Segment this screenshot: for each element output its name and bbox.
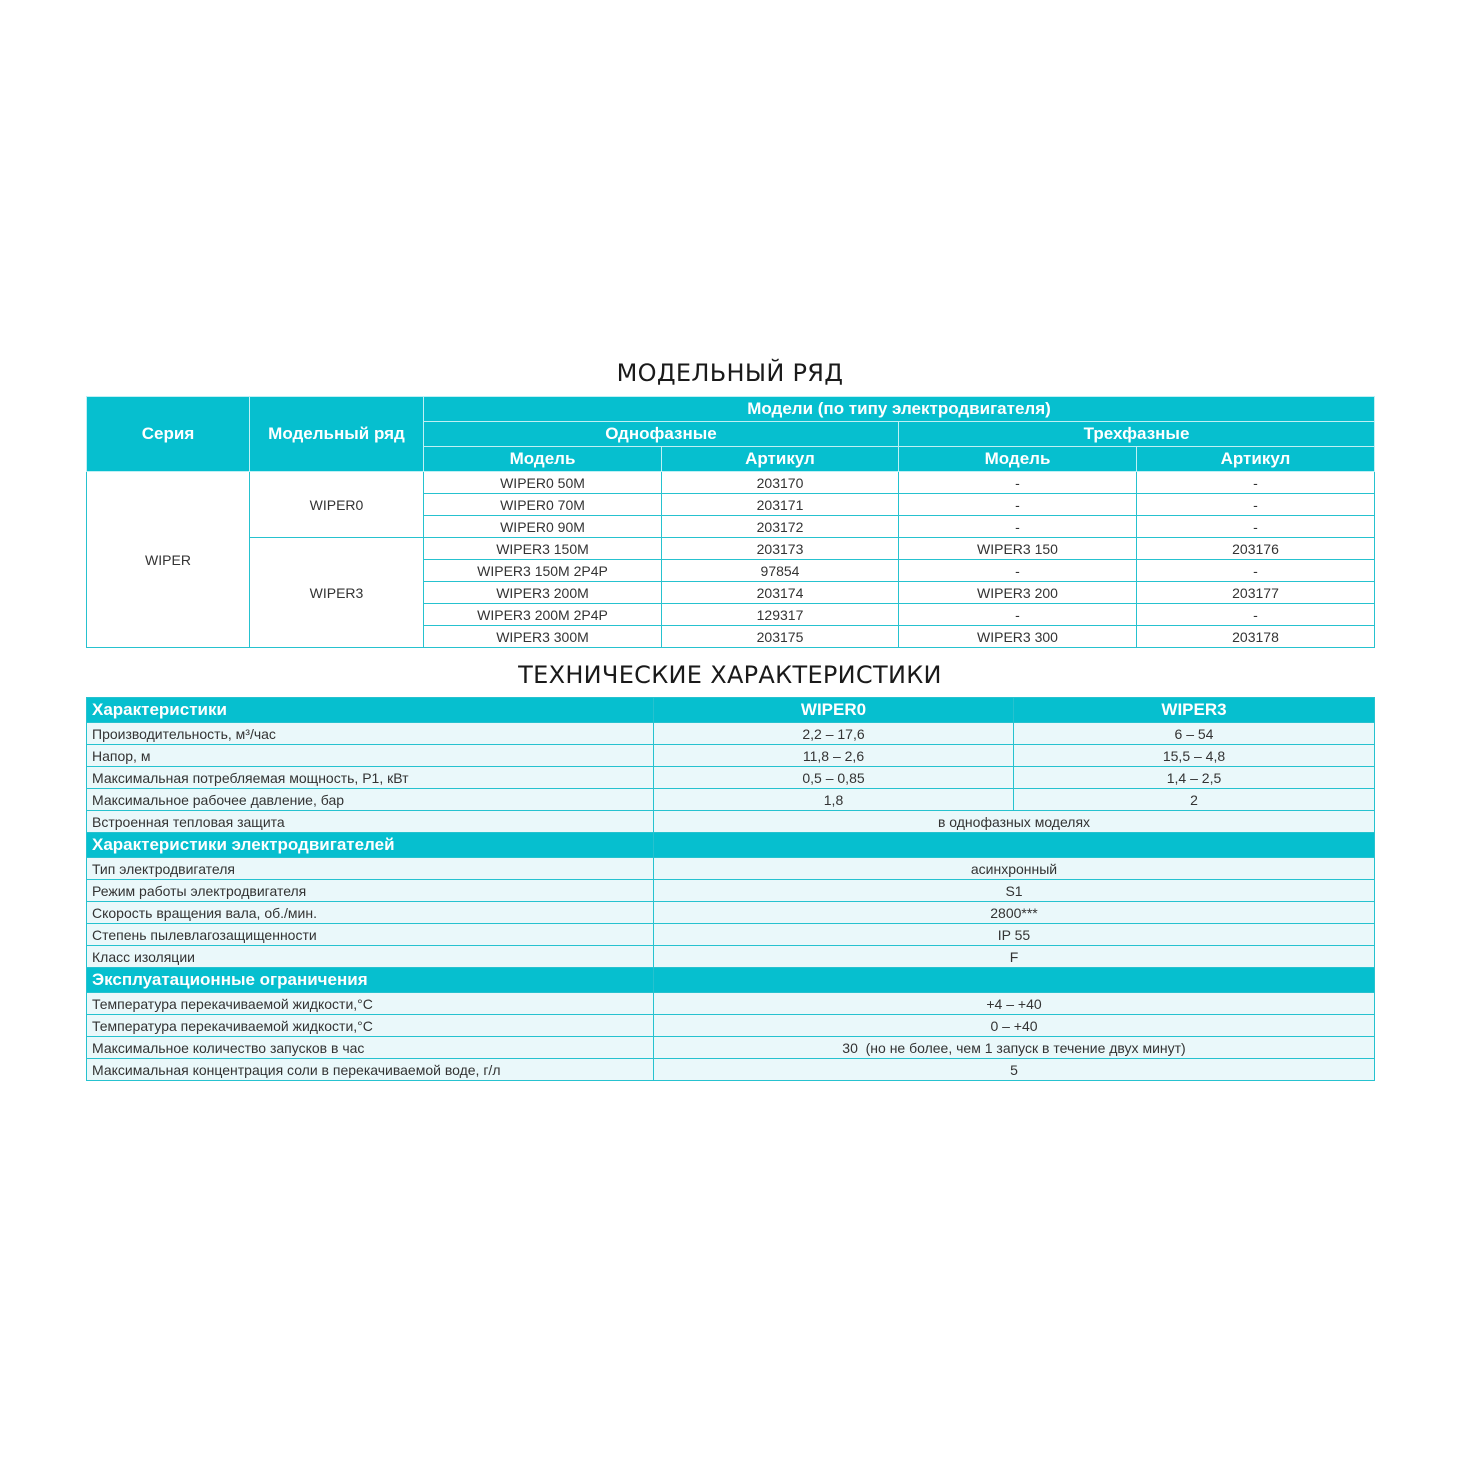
article-three-cell: 203177 xyxy=(1137,582,1375,604)
article-three-cell: - xyxy=(1137,560,1375,582)
spec-label: Встроенная тепловая защита xyxy=(87,811,654,833)
header-article-three: Артикул xyxy=(1137,447,1375,472)
table-row xyxy=(87,1015,1375,1037)
limits-section-row xyxy=(87,968,1375,993)
spec-label: Максимальная концентрация соли в перекачиваемой воде, г/л xyxy=(87,1059,654,1081)
article-single-cell: 129317 xyxy=(662,604,899,626)
model-single-cell: WIPER3 300M xyxy=(424,626,662,648)
model-three-cell: - xyxy=(899,604,1137,626)
table-row xyxy=(87,993,1375,1015)
table-row xyxy=(87,1059,1375,1081)
model-three-cell: WIPER3 150 xyxy=(899,538,1137,560)
spec-label: Максимальное рабочее давление, бар xyxy=(87,789,654,811)
range-cell: WIPER0 xyxy=(250,472,424,538)
specs-header-wiper3: WIPER3 xyxy=(1014,698,1375,723)
article-three-cell: - xyxy=(1137,516,1375,538)
spec-label: Максимальная потребляемая мощность, P1, кВт xyxy=(87,767,654,789)
spec-value: 2800*** xyxy=(654,902,1375,924)
header-article-single: Артикул xyxy=(662,447,899,472)
spec-label: Температура перекачиваемой жидкости,°C xyxy=(87,993,654,1015)
motor-section-title: Характеристики электродвигателей xyxy=(87,833,654,858)
table-row xyxy=(87,924,1375,946)
spec-value-wiper3: 6 – 54 xyxy=(1014,723,1375,745)
article-single-cell: 203172 xyxy=(662,516,899,538)
model-single-cell: WIPER0 50M xyxy=(424,472,662,494)
specs-table-title: ТЕХНИЧЕСКИЕ ХАРАКТЕРИСТИКИ xyxy=(518,661,942,689)
article-single-cell: 203171 xyxy=(662,494,899,516)
model-single-cell: WIPER0 90M xyxy=(424,516,662,538)
spec-value-wiper3: 2 xyxy=(1014,789,1375,811)
series-cell: WIPER xyxy=(87,472,250,648)
model-single-cell: WIPER3 150M xyxy=(424,538,662,560)
model-single-cell: WIPER3 200M 2P4P xyxy=(424,604,662,626)
spec-value: асинхронный xyxy=(654,858,1375,880)
model-single-cell: WIPER3 150M 2P4P xyxy=(424,560,662,582)
spec-label: Максимальное количество запусков в час xyxy=(87,1037,654,1059)
header-range: Модельный ряд xyxy=(250,397,424,472)
models-table-title: МОДЕЛЬНЫЙ РЯД xyxy=(616,359,844,387)
article-single-cell: 203175 xyxy=(662,626,899,648)
article-three-cell: - xyxy=(1137,494,1375,516)
article-single-cell: 203174 xyxy=(662,582,899,604)
table-row xyxy=(87,1037,1375,1059)
header-series: Серия xyxy=(87,397,250,472)
spec-value: в однофазных моделях xyxy=(654,811,1375,833)
spec-label: Режим работы электродвигателя xyxy=(87,880,654,902)
spec-label: Скорость вращения вала, об./мин. xyxy=(87,902,654,924)
model-three-cell: WIPER3 200 xyxy=(899,582,1137,604)
spec-label: Тип электродвигателя xyxy=(87,858,654,880)
article-three-cell: 203176 xyxy=(1137,538,1375,560)
table-row xyxy=(87,538,1375,560)
spec-value-wiper3: 15,5 – 4,8 xyxy=(1014,745,1375,767)
specs-header-label: Характеристики xyxy=(87,698,654,723)
table-row xyxy=(87,472,1375,494)
article-single-cell: 203170 xyxy=(662,472,899,494)
table-row xyxy=(87,946,1375,968)
table-row xyxy=(87,811,1375,833)
spec-label: Напор, м xyxy=(87,745,654,767)
table-row xyxy=(87,745,1375,767)
motor-section-fill xyxy=(654,833,1375,858)
model-three-cell: WIPER3 300 xyxy=(899,626,1137,648)
specs-header-row xyxy=(87,698,1375,723)
model-three-cell: - xyxy=(899,516,1137,538)
header-single-phase: Однофазные xyxy=(424,422,899,447)
header-model-single: Модель xyxy=(424,447,662,472)
spec-value: F xyxy=(654,946,1375,968)
spec-value: 0 – +40 xyxy=(654,1015,1375,1037)
article-single-cell: 203173 xyxy=(662,538,899,560)
spec-value: 5 xyxy=(654,1059,1375,1081)
header-model-three: Модель xyxy=(899,447,1137,472)
spec-value: 30 (но не более, чем 1 запуск в течение двух минут) xyxy=(654,1037,1375,1059)
article-three-cell: - xyxy=(1137,472,1375,494)
article-three-cell: - xyxy=(1137,604,1375,626)
spec-value: S1 xyxy=(654,880,1375,902)
model-three-cell: - xyxy=(899,472,1137,494)
model-single-cell: WIPER0 70M xyxy=(424,494,662,516)
range-cell: WIPER3 xyxy=(250,538,424,648)
spec-label: Производительность, м³/час xyxy=(87,723,654,745)
article-single-cell: 97854 xyxy=(662,560,899,582)
specs-table xyxy=(86,697,1375,1081)
spec-value-wiper3: 1,4 – 2,5 xyxy=(1014,767,1375,789)
limits-section-fill xyxy=(654,968,1375,993)
motor-section-row xyxy=(87,833,1375,858)
table-row xyxy=(87,723,1375,745)
spec-value-wiper0: 2,2 – 17,6 xyxy=(654,723,1014,745)
spec-value-wiper0: 1,8 xyxy=(654,789,1014,811)
header-three-phase: Трехфазные xyxy=(899,422,1375,447)
table-row xyxy=(87,858,1375,880)
model-three-cell: - xyxy=(899,494,1137,516)
table-row xyxy=(87,767,1375,789)
spec-value: IP 55 xyxy=(654,924,1375,946)
model-three-cell: - xyxy=(899,560,1137,582)
spec-label: Температура перекачиваемой жидкости,°C xyxy=(87,1015,654,1037)
models-table xyxy=(86,396,1375,648)
spec-label: Степень пылевлагозащищенности xyxy=(87,924,654,946)
table-row xyxy=(87,789,1375,811)
limits-section-title: Эксплуатационные ограничения xyxy=(87,968,654,993)
spec-value-wiper0: 11,8 – 2,6 xyxy=(654,745,1014,767)
spec-value-wiper0: 0,5 – 0,85 xyxy=(654,767,1014,789)
article-three-cell: 203178 xyxy=(1137,626,1375,648)
spec-label: Класс изоляции xyxy=(87,946,654,968)
spec-value: +4 – +40 xyxy=(654,993,1375,1015)
table-row xyxy=(87,880,1375,902)
specs-header-wiper0: WIPER0 xyxy=(654,698,1014,723)
model-single-cell: WIPER3 200M xyxy=(424,582,662,604)
table-row xyxy=(87,902,1375,924)
header-models-by-motor: Модели (по типу электродвигателя) xyxy=(424,397,1375,422)
